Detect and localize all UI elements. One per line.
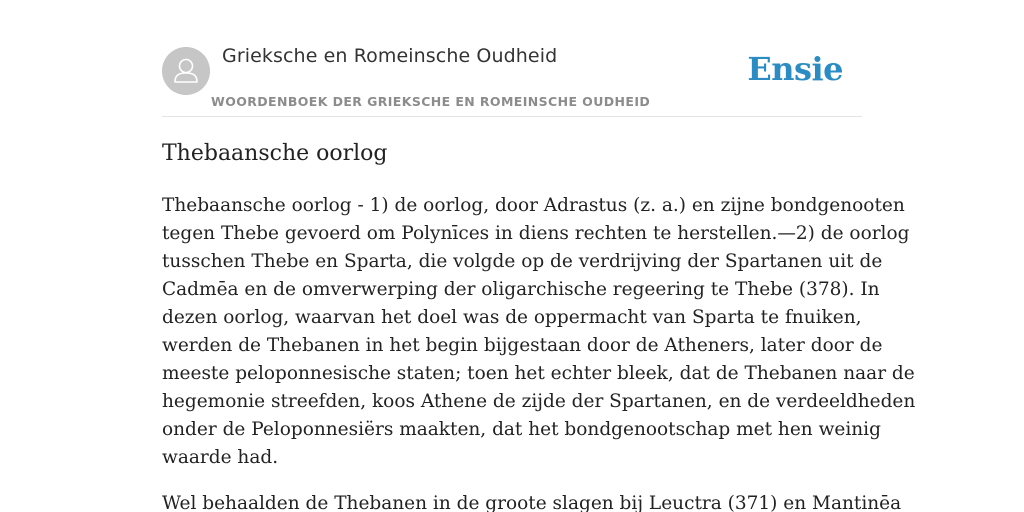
entry-title: Thebaansche oorlog [162, 141, 388, 166]
header [162, 0, 862, 117]
brand-logo[interactable]: Ensie [747, 50, 843, 88]
text-line: tusschen Thebe en Sparta, die volgde op de verdrijving der Spartanen uit de [162, 251, 883, 272]
source-subtitle: WOORDENBOEK DER GRIEKSCHE EN ROMEINSCHE OUDHEID [211, 94, 651, 109]
text-line: waarde had. [162, 447, 279, 468]
entry-body [162, 192, 916, 512]
source-title[interactable]: Grieksche en Romeinsche Oudheid [222, 45, 558, 67]
text-line: onder de Peloponnesiërs maakten, dat het bondgenootschap met hen weinig [162, 419, 881, 440]
paragraph [162, 192, 916, 472]
text-line: meeste peloponnesische staten; toen het echter bleek, dat de Thebanen naar de [162, 363, 915, 384]
user-placeholder-icon[interactable] [162, 47, 210, 95]
text-line: dezen oorlog, waarvan het doel was de oppermacht van Sparta te fnuiken, [162, 307, 862, 328]
text-line: hegemonie streefden, koos Athene de zijde der Spartanen, en de verdeeldheden [162, 391, 916, 412]
page-container [162, 0, 916, 512]
paragraph [162, 490, 902, 512]
text-line: Wel behaalden de Thebanen in de groote slagen bij Leuctra (371) en Mantinēa [162, 493, 902, 512]
text-line: Cadmēa en de omverwerping der oligarchische regeering te Thebe (378). In [162, 279, 880, 300]
text-line: werden de Thebanen in het begin bijgestaan door de Atheners, later door de [162, 335, 883, 356]
text-line: tegen Thebe gevoerd om Polynīces in diens rechten te herstellen.—2) de oorlog [162, 223, 910, 244]
text-line: Thebaansche oorlog - 1) de oorlog, door Adrastus (z. a.) en zijne bondgenooten [162, 195, 905, 216]
